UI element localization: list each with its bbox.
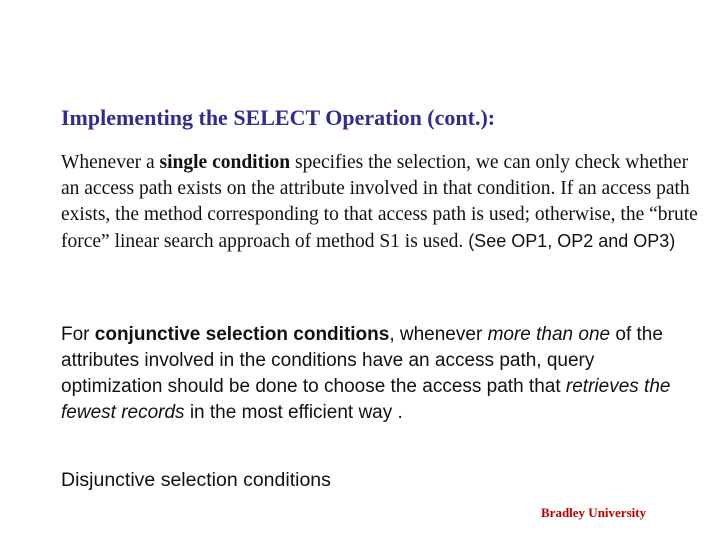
italic-term: retrieves the fewest records (61, 376, 671, 423)
paragraph-text: of the attributes involved in the conditions have an access path, query optimization should be done to choose the access path that (61, 324, 663, 397)
paragraph-text: Whenever a (61, 152, 160, 173)
bold-term: single condition (159, 152, 291, 173)
university-logo: Bradley University (541, 505, 647, 520)
bold-term: conjunctive selection conditions (94, 324, 390, 345)
paragraph-text: For (61, 324, 95, 345)
paragraph-text: specifies the selection, we can only check whether an access path exists on the attribute involved in that condition. If an access path exists, the method corresponding to that access path is used; otherwise, the “brute force” linear search approach of method S1 is used. (61, 152, 698, 252)
paragraph-single-condition (61, 150, 701, 255)
paragraph-text: in the most efficient way . (184, 402, 403, 423)
slide-title: Implementing the SELECT Operation (cont.): (61, 105, 496, 130)
italic-term: more than one (487, 324, 611, 345)
paragraph-conjunctive-conditions (61, 322, 701, 426)
reference-note: (See OP1, OP2 and OP3) (468, 231, 676, 251)
paragraph-text: , whenever (389, 324, 488, 345)
paragraph-disjunctive-conditions: Disjunctive selection conditions (61, 469, 331, 491)
